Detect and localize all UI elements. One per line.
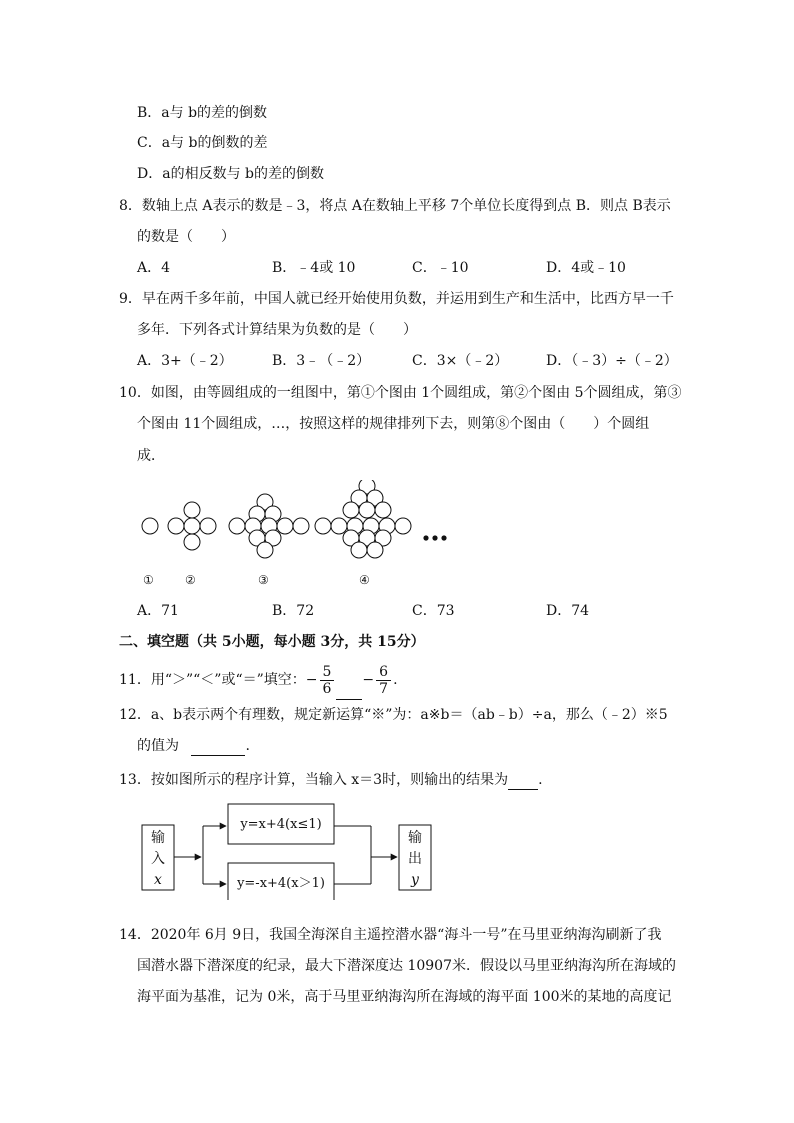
q7-option-b: B．a与 b的差的倒数 xyxy=(137,105,268,121)
q12-stem-line1: 12．a、b表示两个有理数，规定新运算“※”为：a※b＝（ab﹣b）÷a，那么（﹣2）※5 xyxy=(119,707,668,723)
q10-stem-line1: 10．如图，由等圆组成的一组图中，第①个图由 1个圆组成，第②个图由 5个圆组成，第③ xyxy=(119,385,682,401)
q14-stem-line3: 海平面为基准，记为 0米，高于马里亚纳海沟所在海域的海平面 100米的某地的高度记 xyxy=(137,989,672,1005)
q8-option-c: C．﹣10 xyxy=(412,260,469,276)
fraction-1-denominator: 6 xyxy=(322,680,332,697)
pattern-circle xyxy=(375,502,391,518)
q8-stem-line1: 8．数轴上点 A表示的数是﹣3，将点 A在数轴上平移 7个单位长度得到点 B．则点 B表示 xyxy=(119,198,671,214)
q9-option-a: A．3+（﹣2） xyxy=(137,353,233,369)
pattern-circle xyxy=(351,542,367,558)
q12-line2-end: . xyxy=(245,738,250,754)
ellipsis-dot xyxy=(441,535,446,540)
q13-end: . xyxy=(538,772,543,788)
input-char-2: 入 xyxy=(151,851,165,867)
fraction-1-numerator: 5 xyxy=(320,664,335,681)
pattern-circle xyxy=(395,518,411,534)
pattern-circle xyxy=(200,518,216,534)
q13-answer-blank[interactable] xyxy=(508,773,538,790)
q10-option-d: D．74 xyxy=(546,603,590,619)
q12-answer-blank[interactable] xyxy=(191,739,245,756)
pattern-circle xyxy=(184,534,200,550)
figure-label-4: ④ xyxy=(359,573,370,587)
pattern-circle xyxy=(257,542,273,558)
q12-stem-line2 xyxy=(137,736,250,756)
ellipsis-dot xyxy=(432,535,437,540)
fraction-1 xyxy=(320,664,335,697)
output-char-2: 出 xyxy=(408,851,422,867)
figure-label-2: ② xyxy=(185,573,196,587)
q10-option-a: A．71 xyxy=(137,603,179,619)
figure-label-3: ③ xyxy=(258,573,269,587)
q7-option-d: D．a的相反数与 b的差的倒数 xyxy=(137,166,324,182)
q13-text: 13．按如图所示的程序计算，当输入 x＝3时，则输出的结果为 xyxy=(119,772,509,788)
pattern-circle xyxy=(315,518,331,534)
pattern-circle xyxy=(184,502,200,518)
q14-stem-line1: 14．2020年 6月 9日，我国全海深自主遥控潜水器“海斗一号”在马里亚纳海沟刷新了我 xyxy=(119,927,662,943)
q9-option-c: C．3×（﹣2） xyxy=(412,353,509,369)
fraction-2 xyxy=(376,664,391,697)
pattern-circle xyxy=(343,502,359,518)
q11-suffix: . xyxy=(393,672,398,688)
q11-answer-blank[interactable] xyxy=(336,677,362,700)
bottom-formula: y=-x+4(x＞1) xyxy=(237,876,325,891)
circle-pattern-figure xyxy=(135,480,455,560)
pattern-circle xyxy=(277,518,293,534)
q10-stem-line2: 个图由 11个圆组成，…，按照这样的规律排列下去，则第⑧个图由（ ）个圆组 xyxy=(137,416,650,432)
q14-stem-line2: 国潜水器下潜深度的纪录，最大下潜深度达 10907米．假设以马里亚纳海沟所在海域的 xyxy=(137,958,676,974)
input-variable: x xyxy=(154,872,162,888)
top-formula: y=x+4(x≤1) xyxy=(240,817,322,832)
q8-option-b: B．﹣4或 10 xyxy=(272,260,356,276)
q10-option-b: B．72 xyxy=(272,603,315,619)
output-label xyxy=(399,828,431,891)
pattern-circle xyxy=(229,518,245,534)
q13-stem xyxy=(119,770,543,790)
minus-sign: − xyxy=(305,672,318,688)
input-label xyxy=(142,828,174,891)
pattern-circle xyxy=(359,502,375,518)
pattern-circle xyxy=(293,518,309,534)
pattern-circle xyxy=(184,518,200,534)
output-variable: y xyxy=(411,872,419,888)
figure-label-1: ① xyxy=(143,573,154,587)
q11-stem xyxy=(119,660,398,700)
pattern-circle xyxy=(142,518,158,534)
q10-stem-line3: 成． xyxy=(137,448,165,464)
ellipsis-dot xyxy=(423,535,428,540)
q11-prefix: 11．用“＞”“＜”或“＝”填空： xyxy=(119,672,306,688)
q9-stem-line2: 多年．下列各式计算结果为负数的是（ ） xyxy=(137,322,417,338)
q8-option-a: A．4 xyxy=(137,260,171,276)
q12-line2-text: 的值为 xyxy=(137,738,179,754)
q8-option-d: D．4或﹣10 xyxy=(546,260,626,276)
minus-sign: − xyxy=(362,672,375,688)
q8-stem-line2: 的数是（ ） xyxy=(137,229,235,245)
input-char-1: 输 xyxy=(151,830,165,846)
pattern-circle xyxy=(168,518,184,534)
section-heading: 二、填空题（共 5小题，每小题 3分，共 15分） xyxy=(119,634,425,650)
q7-option-c: C．a与 b的倒数的差 xyxy=(137,135,268,151)
q9-option-b: B．3﹣（﹣2） xyxy=(272,353,371,369)
fraction-2-numerator: 6 xyxy=(376,664,391,681)
q10-option-c: C．73 xyxy=(412,603,455,619)
pattern-circle xyxy=(367,542,383,558)
q9-stem-line1: 9．早在两千多年前，中国人就已经开始使用负数，并运用到生产和生活中，比西方早一千 xyxy=(119,291,674,307)
fraction-2-denominator: 7 xyxy=(379,680,389,697)
q9-option-d: D．（﹣3）÷（﹣2） xyxy=(546,353,678,369)
output-char-1: 输 xyxy=(408,830,422,846)
pattern-circle xyxy=(331,518,347,534)
